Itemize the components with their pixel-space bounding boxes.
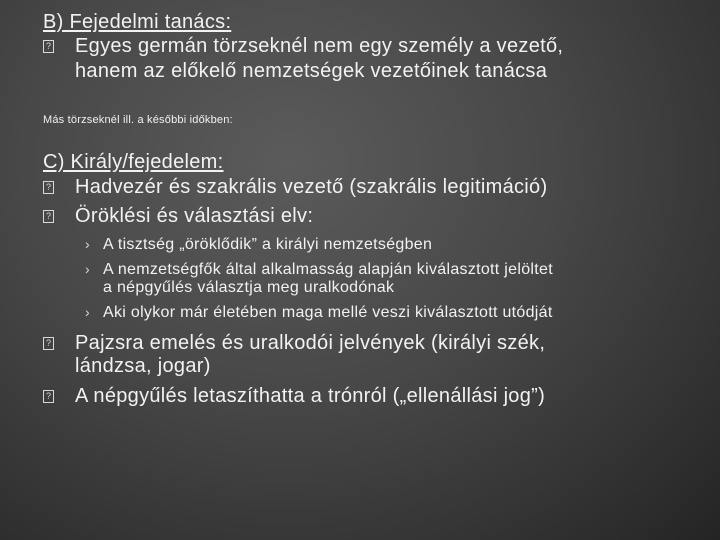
section-c-bullet-4: A népgyűlés letaszíthatta a trónról („ellenállási jog”) [75,385,546,407]
section-c-bullet-2: Öröklési és választási elv: [75,205,314,227]
section-b-bullet-1-line-1: Egyes germán törzseknél nem egy személy a vezető, [75,35,564,57]
section-c-bullet-1: Hadvezér és szakrális vezető (szakrális legitimáció) [75,176,548,198]
placeholder-box-icon: ? [43,210,54,223]
sub-bullet-1: A tisztség „öröklődik” a királyi nemzetségben [103,236,433,253]
section-c-bullet-3-line-2: lándzsa, jogar) [75,355,211,377]
chevron-right-icon: › [85,236,90,252]
section-b-heading: B) Fejedelmi tanács: [43,11,232,33]
placeholder-box-icon: ? [43,40,54,53]
sub-bullet-2-line-2: a népgyűlés választja meg uralkodónak [103,279,395,296]
transition-note: Más törzseknél ill. a későbbi időkben: [43,114,233,126]
chevron-right-icon: › [85,261,90,277]
section-c-heading: C) Király/fejedelem: [43,151,224,173]
chevron-right-icon: › [85,304,90,320]
placeholder-box-icon: ? [43,390,54,403]
sub-bullet-2-line-1: A nemzetségfők által alkalmasság alapján kiválasztott jelöltet [103,261,553,278]
placeholder-box-icon: ? [43,337,54,350]
placeholder-box-icon: ? [43,181,54,194]
section-c-bullet-3-line-1: Pajzsra emelés és uralkodói jelvények (királyi szék, [75,332,546,354]
section-b-bullet-1-line-2: hanem az előkelő nemzetségek vezetőinek tanácsa [75,60,548,82]
sub-bullet-3: Aki olykor már életében maga mellé veszi kiválasztott utódját [103,304,553,321]
